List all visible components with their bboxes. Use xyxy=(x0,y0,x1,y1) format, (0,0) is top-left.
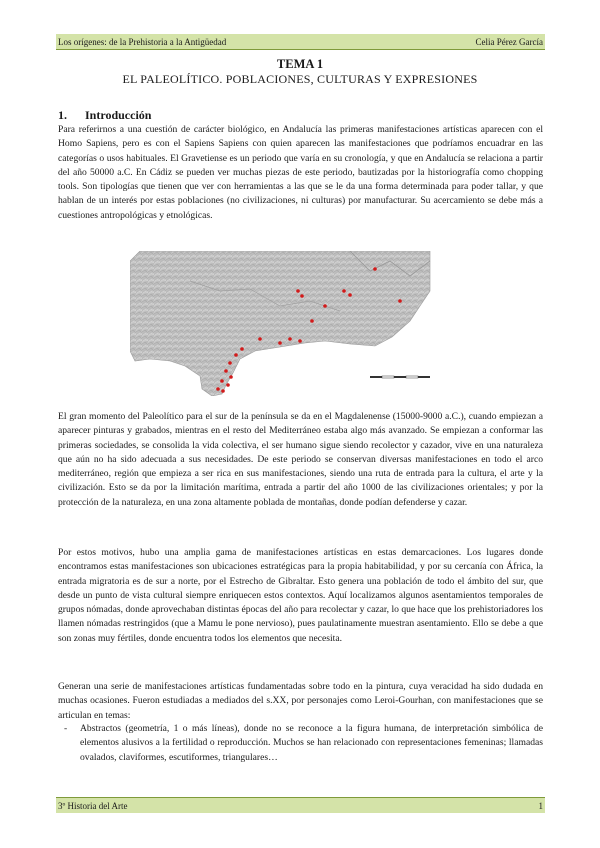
site-marker xyxy=(258,337,262,341)
site-marker xyxy=(240,347,244,351)
section-number: 1. xyxy=(58,108,67,122)
site-marker xyxy=(288,337,292,341)
site-marker xyxy=(342,289,346,293)
page-subtitle: EL PALEOLÍTICO. POBLACIONES, CULTURAS Y EXPRESIONES xyxy=(122,72,478,86)
section-heading xyxy=(58,108,151,123)
header-right: Celia Pérez García xyxy=(475,37,543,47)
page-header xyxy=(56,34,545,50)
paragraph-1: Para referirnos a una cuestión de carácter biológico, en Andalucía las primeras manifestaciones artísticas aparecen con el Homo Sapiens, pero es con el Sapiens Sapiens con quien aparecen las manifestaciones que podríamos encuadrar en las categorías o usos habituales. El Gravetiense es un periodo que varía en su cronología, y que en Andalucía se relaciona a partir del año 50000 a.C. En Cádiz se pueden ver muchas piezas de este periodo, bautizadas por la historiografía como chopping tools. Son tipologías que tienen que ver con herramientas a las que se le da una forma determinada para poder tallar, y que hablan de un interés por estas poblaciones (no civilizaciones, ni culturas) por manufacturar. Su acercamiento se debe más a cuestiones antropológicas y etnológicas. xyxy=(58,124,543,221)
site-marker xyxy=(226,383,230,387)
header-left: Los orígenes: de la Prehistoria a la Antigüedad xyxy=(58,37,227,47)
list-item xyxy=(58,722,543,765)
site-marker xyxy=(300,294,304,298)
list-dash: - xyxy=(64,723,68,734)
site-marker xyxy=(216,387,220,391)
site-marker xyxy=(229,375,233,379)
section-title: Introducción xyxy=(85,108,152,122)
paragraph-4: Generan una serie de manifestaciones artísticas fundamentadas sobre todo en la pintura, cuya veracidad ha sido dudada en muchas ocasiones. Fueron estudiadas a mediados del s.XX, por personajes como Leroi-Gourhan, con manifestaciones que se articulan en temas: xyxy=(58,681,543,721)
footer-left: 3º Historia del Arte xyxy=(58,801,128,811)
site-marker xyxy=(373,267,377,271)
scale-bar xyxy=(370,376,430,378)
theme-list xyxy=(58,722,543,765)
site-marker xyxy=(323,304,327,308)
site-marker xyxy=(224,369,228,373)
site-marker xyxy=(221,389,225,393)
paragraph-3: Por estos motivos, hubo una amplia gama de manifestaciones artísticas en estas demarcaciones. Los lugares donde encontramos estas manifestaciones son ubicaciones estratégicas para la propia habitabilidad, y por su cercanía con África, la entrada migratoria es de sur a norte, por el Estrecho de Gibraltar. Esto genera una población de todo el ámbito del sur, que desde un punto de vista cultural siempre enriquecen estos contextos. Aquí localizamos algunos asentamientos temporales de grupos nómadas, donde aprovechaban distintas épocas del año para recolectar y cazar, lo que hace que los prehistoriadores los llamen nómadas restringidos (que a Mamu le pone nervioso), pues paulatinamente muestran asentamiento. Ello se debe a que son zonas muy fértiles, donde encuentra todos los elementos que necesita. xyxy=(58,547,543,644)
page-footer xyxy=(56,797,545,813)
site-marker xyxy=(278,341,282,345)
site-marker xyxy=(234,353,238,357)
paragraph-2: El gran momento del Paleolítico para el sur de la península se da en el Magdalenense (15000-9000 a.C.), cuando empiezan a aparecer pinturas y grabados, mientras en el resto del Mediterráneo estaba algo más avanzado. Se empiezan a conformar las primeras sociedades, se consolida la vida colectiva, el ser humano sigue siendo recolector y cazador, vive en una naturaleza que aún no ha sido adecuada a sus necesidades. De este periodo se conservan diversas manifestaciones en todo el arco mediterráneo, región que empieza a ser rica en sus manifestaciones, siendo una ruta de entrada para la cultura, el arte y la civilización. Esto se da por la limitación marítima, entrada a partir del año 1000 de las civilizaciones orientales; y por la protección de la naturaleza, en una zona altamente poblada de montañas, donde podían defenderse y cazar. xyxy=(58,411,543,508)
site-marker xyxy=(296,289,300,293)
site-marker xyxy=(298,339,302,343)
site-marker xyxy=(220,379,224,383)
list-item-text: Abstractos (geometría, 1 o más líneas), donde no se reconoce a la figura humana, de interpretación simbólica de elementos alusivos a la fertilidad o reproducción. Muchos se han relacionado con representaciones femeninas; llamadas ovalados, claviformes, escutiformes, triangulares… xyxy=(80,723,543,763)
site-marker xyxy=(228,361,232,365)
page-number: 1 xyxy=(538,801,543,811)
site-marker xyxy=(310,319,314,323)
page-title: TEMA 1 xyxy=(276,57,324,71)
site-marker xyxy=(348,293,352,297)
map-image xyxy=(130,251,475,396)
site-marker xyxy=(398,299,402,303)
